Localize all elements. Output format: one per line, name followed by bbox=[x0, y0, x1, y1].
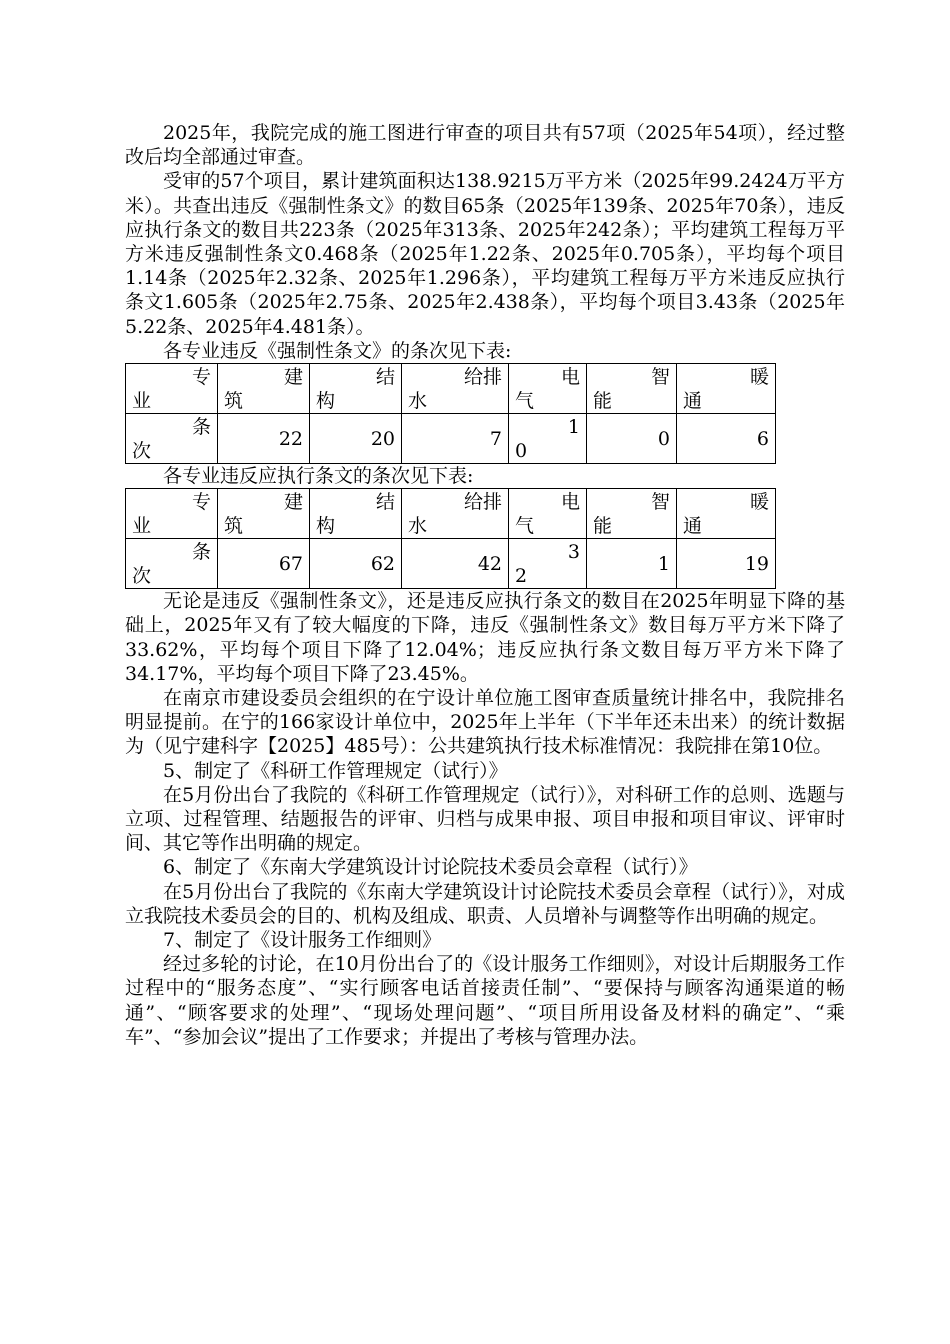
value-cell: 19 bbox=[677, 539, 776, 589]
table1-caption: 各专业违反《强制性条文》的条次见下表: bbox=[163, 339, 512, 362]
header-cell: 电 气 bbox=[509, 489, 587, 539]
table-header-row bbox=[126, 489, 776, 539]
header-cell: 专 业 bbox=[126, 364, 218, 414]
header-cell: 结 构 bbox=[310, 364, 402, 414]
paragraph-statistics: 受审的57个项目，累计建筑面积达138.9215万平方米（2025年99.2424万平方米）。共查出违反《强制性条文》的数目65条（2025年139条、2025年70条），违反应执行条文的数目共223条（2025年313条、2025年242条）；平均建筑工程每万平方米违反强制性条文0.468条（2025年1.22条、2025年0.705条），平均每个项目1.14条（2025年2.32条、2025年1.296条），平均建筑工程每万平方米违反应执行条文1.605条（2025年2.75条、2025年2.438条），平均每个项目3.43条（2025年5.22条、2025年4.481条）。 bbox=[125, 170, 845, 338]
header-cell: 建 筑 bbox=[218, 364, 310, 414]
header-cell: 给排 水 bbox=[402, 489, 509, 539]
paragraph-decline: 无论是违反《强制性条文》，还是违反应执行条文的数目在2025年明显下降的基础上，2025年又有了较大幅度的下降，违反《强制性条文》数目每万平方米下降了33.62%，平均每个项目下降了12.04%；违反应执行条文数目每万平方米下降了34.17%，平均每个项目下降了23.45%。 bbox=[125, 590, 845, 685]
paragraph-summary: 2025年，我院完成的施工图进行审查的项目共有57项（2025年54项），经过整改后均全部通过审查。 bbox=[125, 122, 845, 169]
header-cell: 智 能 bbox=[587, 489, 677, 539]
table-row bbox=[126, 539, 776, 589]
header-cell: 暖 通 bbox=[677, 489, 776, 539]
value-cell: 6 bbox=[677, 414, 776, 464]
header-cell: 结 构 bbox=[310, 489, 402, 539]
table2-caption: 各专业违反应执行条文的条次见下表: bbox=[163, 465, 474, 488]
paragraph-research-rules: 在5月份出台了我院的《科研工作管理规定（试行）》，对科研工作的总则、选题与立项、过程管理、结题报告的评审、归档与成果申报、项目申报和项目审议、评审时间、其它等作出明确的规定。 bbox=[125, 783, 845, 855]
header-cell: 智 能 bbox=[587, 364, 677, 414]
header-cell: 专 业 bbox=[126, 489, 218, 539]
value-cell: 42 bbox=[402, 539, 509, 589]
value-cell: 1 bbox=[587, 539, 677, 589]
row-label-cell: 条 次 bbox=[126, 539, 218, 589]
paragraph-ranking: 在南京市建设委员会组织的在宁设计单位施工图审查质量统计排名中，我院排名明显提前。在宁的166家设计单位中，2025年上半年（下半年还未出来）的统计数据为（见宁建科字【2025】485号）：公共建筑执行技术标准情况：我院排在第10位。 bbox=[125, 687, 845, 758]
header-cell: 暖 通 bbox=[677, 364, 776, 414]
value-cell: 62 bbox=[310, 539, 402, 589]
table-row bbox=[126, 414, 776, 464]
paragraph-service-rules: 经过多轮的讨论，在10月份出台了的《设计服务工作细则》，对设计后期服务工作过程中的“服务态度”、“实行顾客电话首接责任制”、“要保持与顾客沟通渠道的畅通”、“顾客要求的处理”、“现场处理问题”、“项目所用设备及材料的确定”、“乘车”、“参加会议”提出了工作要求；并提出了考核与管理办法。 bbox=[125, 953, 845, 1048]
table-required-violations bbox=[125, 488, 776, 589]
section-heading-5: 5、制定了《科研工作管理规定（试行）》 bbox=[163, 759, 508, 782]
value-cell: 3 2 bbox=[509, 539, 587, 589]
section-heading-7: 7、制定了《设计服务工作细则》 bbox=[163, 929, 442, 952]
header-cell: 电 气 bbox=[509, 364, 587, 414]
value-cell: 7 bbox=[402, 414, 509, 464]
header-cell: 建 筑 bbox=[218, 489, 310, 539]
header-cell: 给排 水 bbox=[402, 364, 509, 414]
document-body bbox=[125, 121, 845, 1049]
row-label-cell: 条 次 bbox=[126, 414, 218, 464]
value-cell: 20 bbox=[310, 414, 402, 464]
table-mandatory-violations bbox=[125, 363, 776, 464]
value-cell: 67 bbox=[218, 539, 310, 589]
value-cell: 22 bbox=[218, 414, 310, 464]
value-cell: 0 bbox=[587, 414, 677, 464]
value-cell: 1 0 bbox=[509, 414, 587, 464]
paragraph-committee-charter: 在5月份出台了我院的《东南大学建筑设计讨论院技术委员会章程（试行）》，对成立我院技术委员会的目的、机构及组成、职责、人员增补与调整等作出明确的规定。 bbox=[125, 880, 845, 927]
section-heading-6: 6、制定了《东南大学建筑设计讨论院技术委员会章程（试行）》 bbox=[163, 856, 698, 879]
table-header-row bbox=[126, 364, 776, 414]
